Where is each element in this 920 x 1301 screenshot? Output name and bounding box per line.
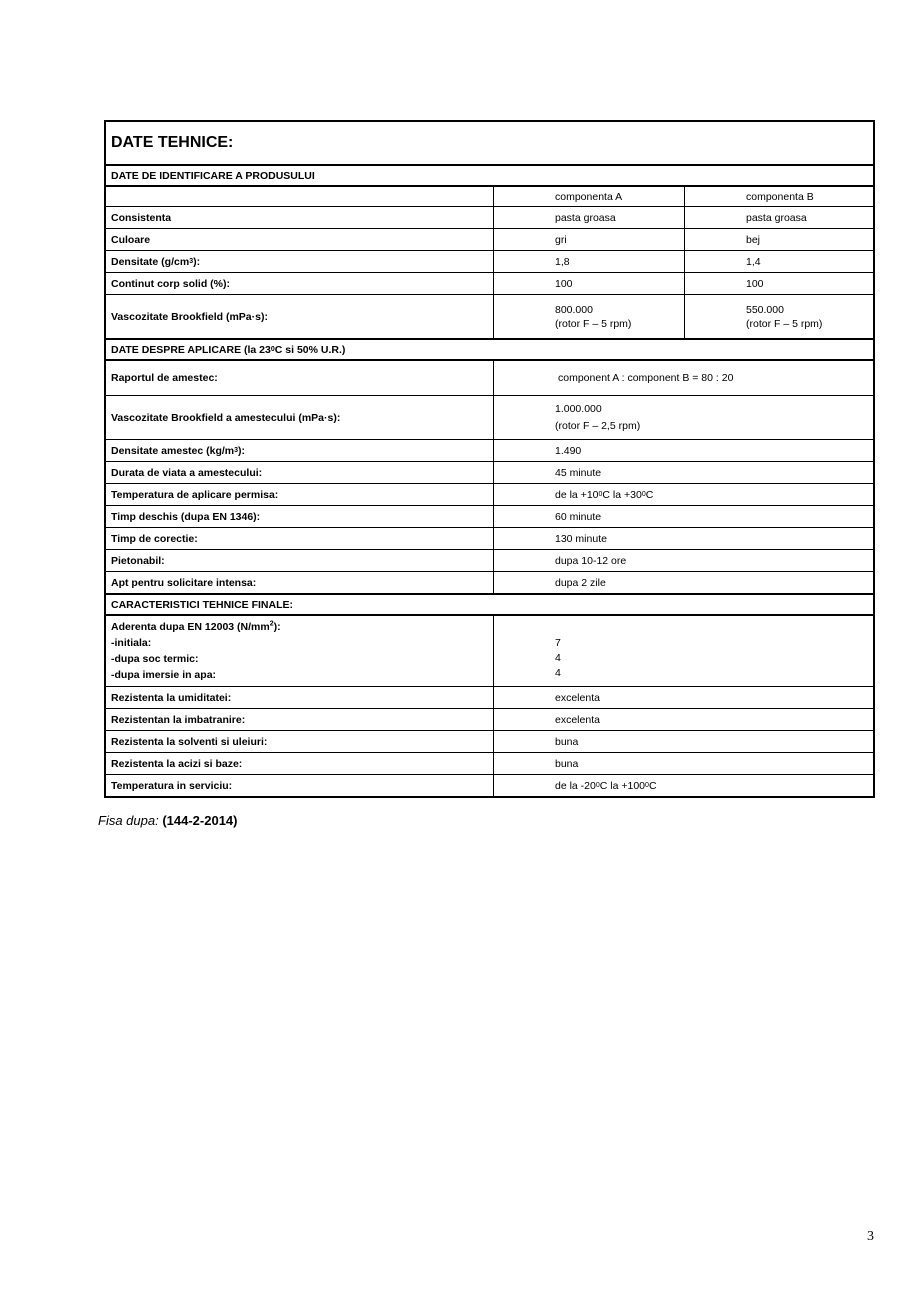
table-row: [106, 708, 873, 730]
table-row: [106, 359, 873, 395]
adhesion-sub-value: 4: [555, 667, 561, 679]
row-value: component A : component B = 80 : 20: [558, 372, 734, 384]
row-value: 1.000.000 (rotor F – 2,5 rpm): [555, 402, 641, 432]
row-label: Pietonabil:: [106, 550, 494, 571]
adhesion-sub-label: -dupa soc termic:: [111, 653, 199, 665]
row-label: Raportul de amestec:: [106, 361, 494, 395]
adhesion-title: Aderenta dupa EN 12003 $(N/mm^2)$:: [111, 620, 281, 633]
row-value: excelenta: [555, 691, 600, 704]
table-row: [106, 774, 873, 796]
row-label: Apt pentru solicitare intensa:: [106, 572, 494, 593]
section-label: DATE DESPRE APLICARE (la 23 0 C si 50% U.R.): [111, 343, 346, 356]
row-label: Temperatura in serviciu:: [106, 775, 494, 796]
row-label: Vascozitate Brookfield (mPa·s):: [106, 295, 494, 338]
adhesion-labels: [106, 616, 494, 686]
adhesion-values: [494, 616, 873, 686]
row-label: Rezistentan la imbatranire:: [106, 709, 494, 730]
row-value: 130 minute: [555, 532, 607, 545]
row-value: de la +10 0 C la +30 0 C: [555, 488, 654, 501]
adhesion-sub-label: -initiala:: [111, 637, 152, 649]
row-label: Temperatura de aplicare permisa:: [106, 484, 494, 505]
section-label: DATE DE IDENTIFICARE A PRODUSULUI: [111, 169, 315, 182]
table-row: [106, 730, 873, 752]
table-row: [106, 571, 873, 593]
component-b-header: componenta B: [746, 190, 814, 203]
table-row: [106, 505, 873, 527]
component-a-value: 1,8: [494, 251, 685, 272]
table-row: [106, 527, 873, 549]
component-a-value: 100: [494, 273, 685, 294]
adhesion-sub-value: 7: [555, 637, 561, 649]
adhesion-sub-label: -dupa imersie in apa:: [111, 669, 217, 681]
component-a-value: gri: [494, 229, 685, 250]
row-label: Durata de viata a amestecului:: [106, 462, 494, 483]
component-b-value: 1,4: [746, 255, 761, 268]
row-label: Continut corp solid (%):: [106, 273, 494, 294]
table-row: [106, 395, 873, 439]
table-row: [106, 686, 873, 708]
row-label: Densitate (g/cm 3 ):: [106, 251, 494, 272]
sheet-reference: [98, 813, 237, 828]
application-section-row: [106, 338, 873, 359]
row-value: dupa 10-12 ore: [555, 554, 627, 567]
row-value: excelenta: [555, 713, 600, 726]
row-label: Timp deschis (dupa EN 1346):: [106, 506, 494, 527]
table-row: [106, 228, 873, 250]
table-row: [106, 752, 873, 774]
component-b-value: 100: [746, 277, 764, 290]
row-value: buna: [555, 757, 579, 770]
component-b-value: pasta groasa: [746, 211, 807, 224]
row-label: Timp de corectie:: [106, 528, 494, 549]
row-label: Rezistenta la umiditatei:: [106, 687, 494, 708]
row-value: de la -20 0 C la +100 0 C: [555, 779, 657, 792]
table-row: [106, 250, 873, 272]
table-row: [106, 439, 873, 461]
table-row: [106, 461, 873, 483]
technical-data-table: [104, 120, 875, 798]
row-value: 1.490: [555, 444, 582, 457]
table-row: [106, 272, 873, 294]
row-value: dupa 2 zile: [555, 576, 606, 589]
section-label: CARACTERISTICI TEHNICE FINALE:: [111, 598, 293, 611]
component-a-value: 800.000 (rotor F – 5 rpm): [494, 295, 685, 338]
title-row: [106, 122, 873, 164]
component-b-value: 550.000 (rotor F – 5 rpm): [746, 303, 823, 330]
row-value: 60 minute: [555, 510, 602, 523]
sheet-reference-label: Fisa dupa:: [98, 813, 159, 828]
table-row: [106, 206, 873, 228]
component-b-value: bej: [746, 233, 761, 246]
adhesion-sub-value: 4: [555, 652, 561, 664]
row-label: Rezistenta la acizi si baze:: [106, 753, 494, 774]
row-label: Densitate amestec (kg/m 3 ):: [106, 440, 494, 461]
row-label: Culoare: [106, 229, 494, 250]
row-label: Vascozitate Brookfield a amestecului (mPa·s):: [106, 396, 494, 439]
empty-header-cell: [106, 187, 494, 206]
table-row: [106, 294, 873, 338]
row-label: Consistenta: [106, 207, 494, 228]
table-row: [106, 483, 873, 505]
adhesion-row: [106, 614, 873, 686]
sheet-reference-value: (144-2-2014): [162, 813, 238, 828]
table-title: DATE TEHNICE:: [111, 134, 234, 151]
row-value: buna: [555, 735, 579, 748]
component-header-row: [106, 185, 873, 206]
table-row: [106, 549, 873, 571]
row-label: Rezistenta la solventi si uleiuri:: [106, 731, 494, 752]
final-section-row: [106, 593, 873, 614]
page-number: 3: [867, 1229, 874, 1244]
row-value: 45 minute: [555, 466, 602, 479]
identification-section-row: [106, 164, 873, 185]
component-a-value: pasta groasa: [494, 207, 685, 228]
component-a-header: componenta A: [494, 187, 685, 206]
